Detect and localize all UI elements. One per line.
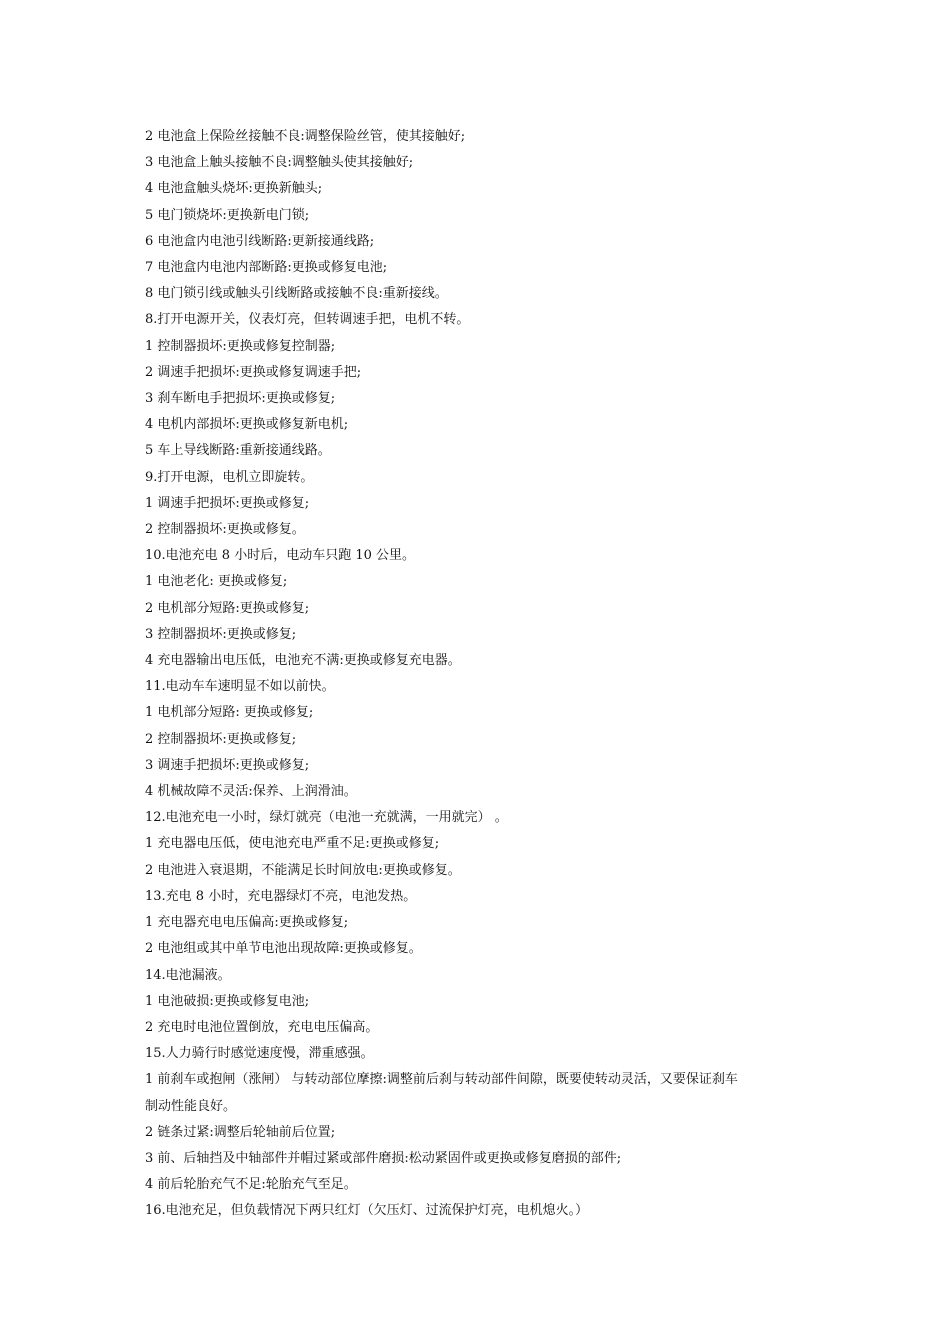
list-item: 1 调速手把损坏:更换或修复; — [145, 495, 310, 511]
section-heading: 12.电池充电一小时，绿灯就亮（电池一充就满，一用就完） 。 — [145, 810, 508, 826]
section-heading: 11.电动车车速明显不如以前快。 — [145, 679, 335, 695]
list-item: 2 控制器损坏:更换或修复。 — [145, 522, 305, 538]
list-item: 3 刹车断电手把损坏:更换或修复; — [145, 391, 336, 407]
list-item: 3 电池盒上触头接触不良:调整触头使其接触好; — [145, 155, 414, 171]
list-item: 1 电机部分短路: 更换或修复; — [145, 705, 314, 721]
list-item: 6 电池盒内电池引线断路:更新接通线路; — [145, 233, 375, 249]
list-item: 4 前后轮胎充气不足:轮胎充气至足。 — [145, 1177, 357, 1193]
list-item: 5 车上导线断路:重新接通线路。 — [145, 443, 331, 459]
list-item: 2 调速手把损坏:更换或修复调速手把; — [145, 364, 362, 380]
list-item: 2 电机部分短路:更换或修复; — [145, 600, 310, 616]
list-item: 1 充电器电压低，使电池充电严重不足:更换或修复; — [145, 836, 440, 852]
list-item: 1 充电器充电电压偏高:更换或修复; — [145, 915, 349, 931]
list-item: 2 链条过紧:调整后轮轴前后位置; — [145, 1124, 336, 1140]
section-heading: 9.打开电源，电机立即旋转。 — [145, 469, 314, 485]
section-heading: 14.电池漏液。 — [145, 967, 231, 983]
list-item: 2 充电时电池位置倒放，充电电压偏高。 — [145, 1019, 379, 1035]
list-item: 7 电池盒内电池内部断路:更换或修复电池; — [145, 260, 388, 276]
list-item: 3 调速手把损坏:更换或修复; — [145, 757, 310, 773]
list-item: 1 电池老化: 更换或修复; — [145, 574, 288, 590]
list-item: 3 控制器损坏:更换或修复; — [145, 626, 297, 642]
list-item: 2 电池组或其中单节电池出现故障:更换或修复。 — [145, 941, 422, 957]
list-item: 2 电池进入衰退期，不能满足长时间放电:更换或修复。 — [145, 862, 461, 878]
section-heading: 10.电池充电 8 小时后，电动车只跑 10 公里。 — [145, 548, 416, 564]
list-item: 3 前、后轴挡及中轴部件并帽过紧或部件磨损:松动紧固件或更换或修复磨损的部件; — [145, 1150, 622, 1166]
list-item: 4 电池盒触头烧坏:更换新触头; — [145, 181, 323, 197]
list-item: 1 控制器损坏:更换或修复控制器; — [145, 338, 336, 354]
section-heading: 13.充电 8 小时，充电器绿灯不亮，电池发热。 — [145, 888, 417, 904]
document-body — [145, 124, 825, 1225]
section-heading: 16.电池充足，但负载情况下两只红灯（欠压灯、过流保护灯亮，电机熄火。） — [145, 1203, 589, 1219]
list-item: 1 电池破损:更换或修复电池; — [145, 993, 310, 1009]
list-item: 4 机械故障不灵活:保养、上润滑油。 — [145, 784, 357, 800]
list-item: 5 电门锁烧坏:更换新电门锁; — [145, 207, 310, 223]
list-item: 2 电池盒上保险丝接触不良:调整保险丝管，使其接触好; — [145, 129, 466, 144]
list-item: 1 前刹车或抱闸（涨闸） 与转动部位摩擦:调整前后刹与转动部件间隙，既要使转动灵活，又要保证刹车 — [145, 1072, 738, 1088]
section-heading: 8.打开电源开关，仪表灯亮，但转调速手把，电机不转。 — [145, 312, 470, 328]
section-heading: 15.人力骑行时感觉速度慢，滞重感强。 — [145, 1046, 374, 1062]
list-item: 4 电机内部损坏:更换或修复新电机; — [145, 417, 349, 433]
list-item: 2 控制器损坏:更换或修复; — [145, 731, 297, 747]
list-item: 4 充电器输出电压低，电池充不满:更换或修复充电器。 — [145, 653, 461, 669]
list-item: 8 电门锁引线或触头引线断路或接触不良:重新接线。 — [145, 286, 448, 302]
list-item: 制动性能良好。 — [145, 1098, 237, 1114]
